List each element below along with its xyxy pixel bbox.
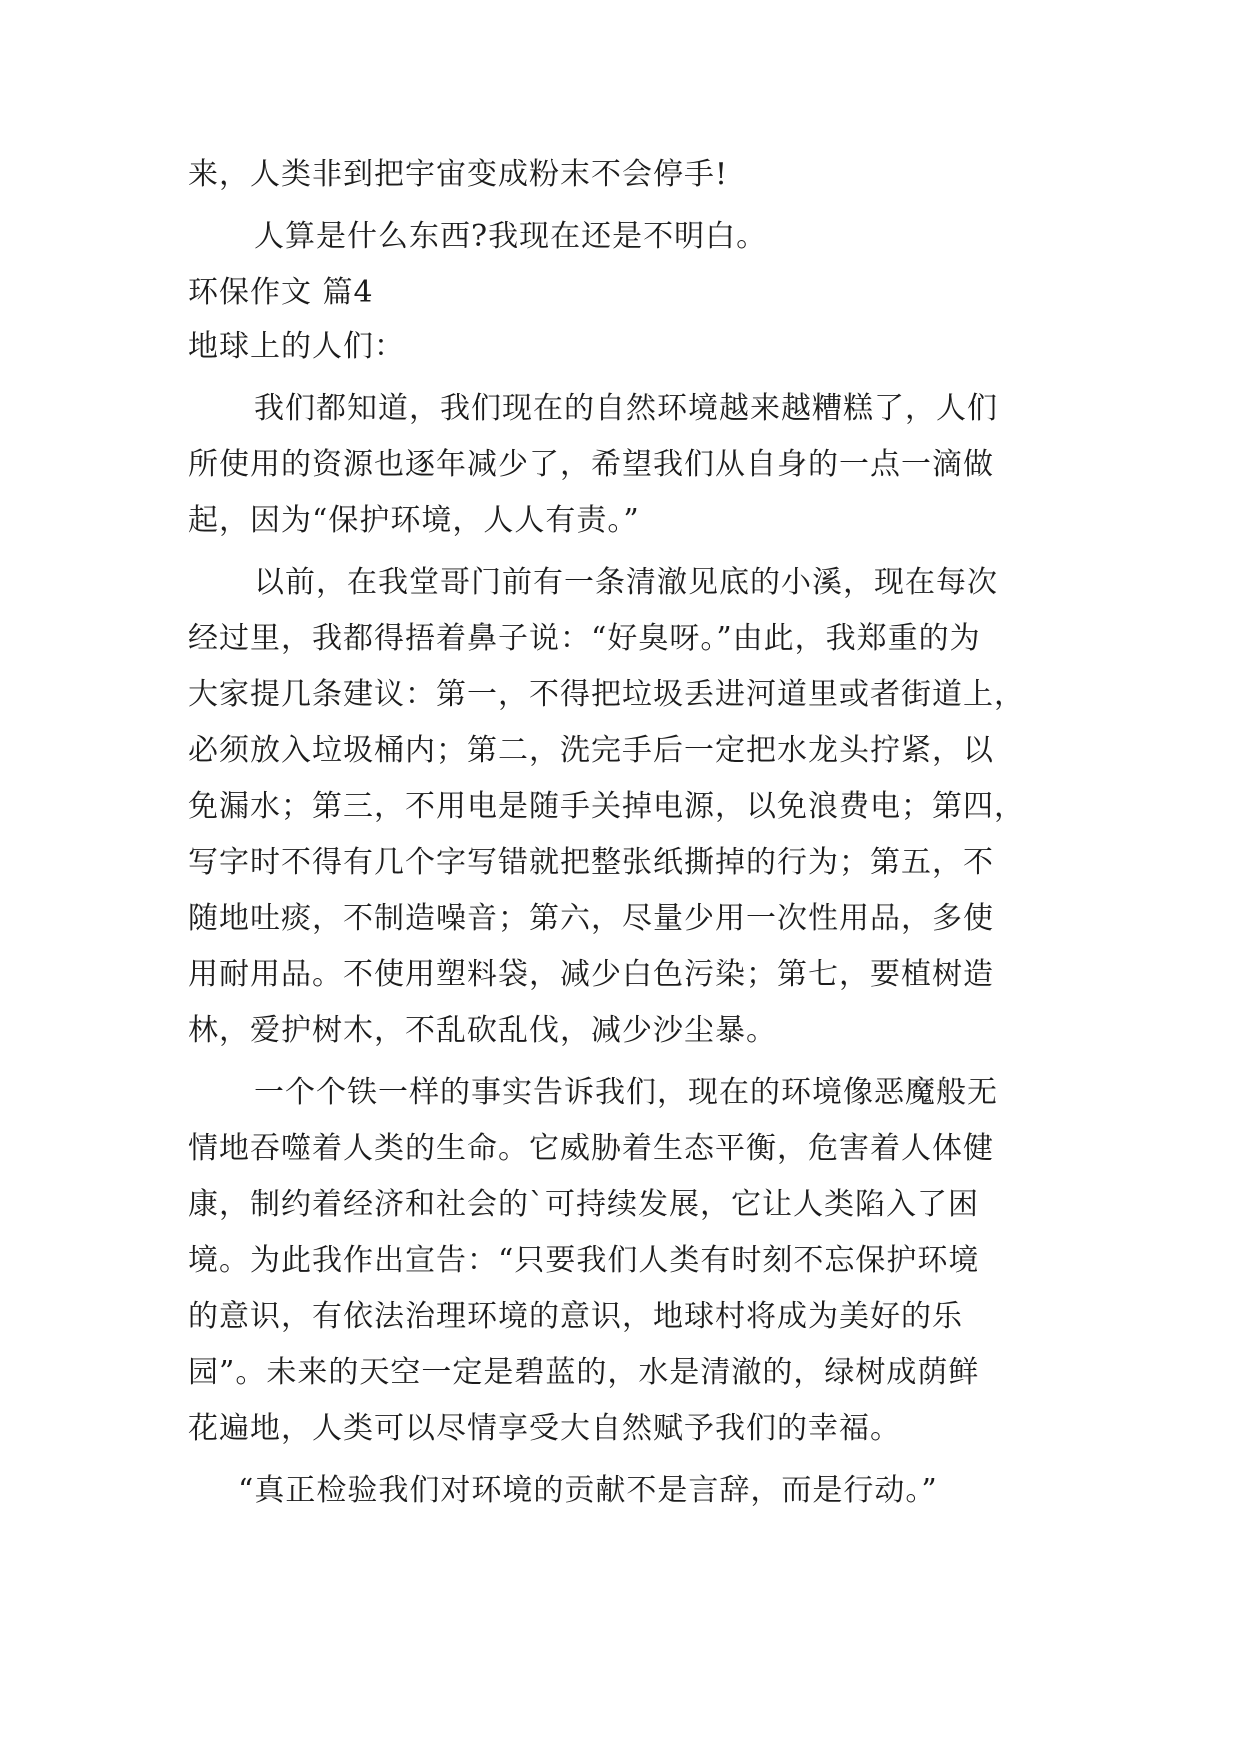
paragraph-line: 所使用的资源也逐年减少了，希望我们从自身的一点一滴做 (188, 447, 994, 482)
paragraph-line: 情地吞噬着人类的生命。它威胁着生态平衡，危害着人体健 (188, 1131, 994, 1166)
section-heading: 环保作文 篇4 (188, 275, 374, 310)
salutation: 地球上的人们： (188, 329, 405, 364)
paragraph-line: 以前，在我堂哥门前有一条清澈见底的小溪，现在每次 (254, 565, 998, 600)
paragraph-line: 花遍地，人类可以尽情享受大自然赋予我们的幸福。 (188, 1411, 901, 1446)
paragraph-line: 园”。未来的天空一定是碧蓝的，水是清澈的，绿树成荫鲜 (188, 1355, 980, 1390)
paragraph-line: 用耐用品。不使用塑料袋，减少白色污染；第七，要植树造 (188, 957, 994, 992)
paragraph-line: 必须放入垃圾桶内；第二，洗完手后一定把水龙头拧紧，以 (188, 733, 994, 768)
text-line: 来，人类非到把宇宙变成粉末不会停手! (188, 157, 729, 192)
paragraph-line: 起，因为“保护环境，人人有责。” (188, 503, 640, 538)
paragraph-line: 写字时不得有几个字写错就把整张纸撕掉的行为；第五，不 (188, 845, 994, 880)
document-body (188, 155, 1056, 1511)
paragraph-line: 我们都知道，我们现在的自然环境越来越糟糕了，人们 (254, 391, 998, 426)
paragraph-line: 境。为此我作出宣告：“只要我们人类有时刻不忘保护环境 (188, 1243, 980, 1278)
paragraph-line: 林，爱护树木，不乱砍乱伐，减少沙尘暴。 (188, 1013, 777, 1048)
paragraph-line: 随地吐痰，不制造噪音；第六，尽量少用一次性用品，多使 (188, 901, 994, 936)
paragraph-line: 经过里，我都得捂着鼻子说：“好臭呀。”由此，我郑重的为 (188, 621, 981, 656)
paragraph-line: 人算是什么东西?我现在还是不明白。 (254, 219, 768, 254)
paragraph-line: 康，制约着经济和社会的`可持续发展，它让人类陷入了困 (188, 1187, 979, 1222)
quote-line: “真正检验我们对环境的贡献不是言辞，而是行动。” (238, 1473, 938, 1508)
paragraph-line: 一个个铁一样的事实告诉我们，现在的环境像恶魔般无 (254, 1075, 998, 1110)
paragraph-line: 的意识，有依法治理环境的意识，地球村将成为美好的乐 (188, 1299, 963, 1334)
paragraph-line: 免漏水；第三，不用电是随手关掉电源，以免浪费电；第四， (188, 789, 1025, 824)
paragraph-line: 大家提几条建议：第一，不得把垃圾丢进河道里或者街道上， (188, 677, 1025, 712)
